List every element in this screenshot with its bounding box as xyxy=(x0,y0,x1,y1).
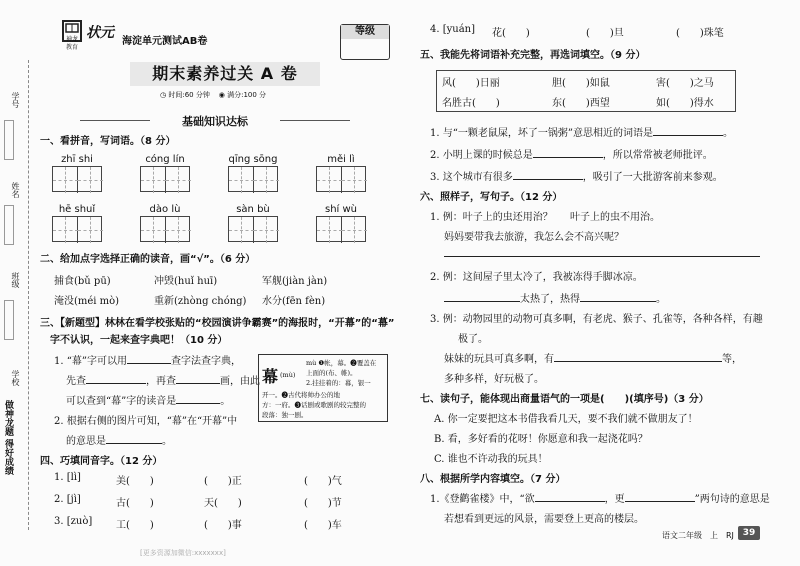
q6-blank-2a[interactable] xyxy=(444,301,520,302)
q6-ex2-task xyxy=(444,290,666,305)
dict-line-4: 开一。❷古代将帅办公的地 xyxy=(262,391,340,399)
watermark-text: [更多资源加微信:xxxxxxx] xyxy=(140,549,226,557)
q4-row-3-label: 3. [zuò] xyxy=(54,516,93,527)
page-title: 期末素养过关 A 卷 xyxy=(130,62,320,86)
q5-text: 2. 小明上课的时候总是 xyxy=(430,150,533,161)
q3-blank-radical[interactable] xyxy=(86,383,146,384)
q3-text: 。 xyxy=(220,396,231,407)
q8-blank-2[interactable] xyxy=(625,501,695,502)
margin-school-no-label: 学号 xyxy=(11,92,20,108)
q5-sentence-2 xyxy=(430,146,713,161)
q5-word-1[interactable]: 风( )日丽 xyxy=(442,78,500,89)
q4-row-4-item-2[interactable]: ( )旦 xyxy=(586,28,624,39)
publisher-name: 神龙教育 xyxy=(65,36,78,51)
q3-blank-pinyin[interactable] xyxy=(176,403,220,404)
q2-item-6[interactable]: 水分(fēn fèn) xyxy=(262,296,326,307)
margin-name-label: 姓名 xyxy=(11,182,20,198)
q6-ex3-task-end: 多种多样，好玩极了。 xyxy=(444,374,544,385)
q3-text: 查字法查字典， xyxy=(170,356,241,367)
q5-sentence-1 xyxy=(430,124,733,139)
q6-blank-2b[interactable] xyxy=(580,301,656,302)
q6-ex3-example-end: 极了。 xyxy=(458,334,488,345)
page-number: 39 xyxy=(738,526,760,540)
book-icon xyxy=(65,23,79,33)
q6-title: 六、照样子，写句子。（12 分） xyxy=(420,192,563,203)
q3-blank-meaning[interactable] xyxy=(106,443,162,444)
q1-grid-3[interactable] xyxy=(228,166,278,192)
q4-row-4-item-1[interactable]: 花( ) xyxy=(492,28,530,39)
cut-line xyxy=(28,60,29,530)
q1-pinyin-7: sàn bù xyxy=(236,204,270,215)
q6-ex1-task: 妈妈要带我去旅游，我怎么会不高兴呢？ xyxy=(444,232,624,243)
margin-slogan: 做神龙题 得好成绩 xyxy=(3,400,13,476)
q4-row-2-item-2[interactable]: 天( ) xyxy=(204,498,242,509)
margin-class-box[interactable] xyxy=(4,300,14,340)
footer-course: 语文二年级 上 RJ xyxy=(662,531,734,540)
q1-pinyin-1: zhī shi xyxy=(61,154,93,165)
q7-option-a[interactable]: A. 你一定要把这本书借我看几天，要不我们就不做朋友了！ xyxy=(434,414,698,425)
dict-line-3: 2.挂挂着的：幕，银一 xyxy=(306,379,371,387)
q6-answer-line-1[interactable] xyxy=(444,256,760,257)
clock-icon: ◷ xyxy=(160,91,167,99)
q6-text: 妹妹的玩具可真多啊，有 xyxy=(444,354,554,365)
q5-text: 1. 与“一颗老鼠屎，坏了一锅粥”意思相近的词语是 xyxy=(430,128,653,139)
q5-word-3[interactable]: 害( )之马 xyxy=(656,78,714,89)
q7-title: 七、读句子，能体现出商量语气的一项是( )(填序号)（3 分） xyxy=(420,394,709,405)
q2-title: 二、给加点字选择正确的读音，画“√”。（6 分） xyxy=(40,254,256,265)
grade-label: 等级 xyxy=(341,25,389,39)
q4-row-4-label: 4. [yuán] xyxy=(430,24,476,35)
q5-text: 。 xyxy=(722,128,733,139)
q3-sub2-line2 xyxy=(66,432,172,447)
q4-row-1-item-3[interactable]: ( )气 xyxy=(304,476,342,487)
q5-title: 五、我能先将词语补充完整，再选词填空。（9 分） xyxy=(420,50,646,61)
margin-school-label: 学校 xyxy=(11,370,20,386)
q3-sub1-line1 xyxy=(54,352,241,367)
q5-blank-1[interactable] xyxy=(653,135,723,136)
q3-title-line1: 三、【新题型】林林在看学校张贴的“校园演讲争霸赛”的海报时，“开幕”的“幕” xyxy=(40,318,395,329)
q1-pinyin-6: dào lù xyxy=(149,204,181,215)
brand-name: 状元 xyxy=(86,25,114,41)
q6-ex2-example: 2. 例：这间屋子里太冷了，我被冻得手脚冰凉。 xyxy=(430,272,643,283)
dict-line-2: 上面的(布、帷)。 xyxy=(306,369,357,377)
q2-item-4[interactable]: 淹没(méi mò) xyxy=(54,296,120,307)
q3-title-line2: 字不认识，一起来查字典吧！（10 分） xyxy=(50,335,228,346)
q6-ex1-answer: 叶子上的虫不用治。 xyxy=(570,212,660,223)
series-name: 海淀单元测试AB卷 xyxy=(122,36,208,47)
publisher-logo xyxy=(62,20,82,51)
q1-grid-2[interactable] xyxy=(140,166,190,192)
q5-blank-2[interactable] xyxy=(533,157,603,158)
score-icon: ◉ xyxy=(218,91,225,99)
q3-text: 的意思是 xyxy=(66,436,106,447)
q8-title: 八、根据所学内容填空。（7 分） xyxy=(420,474,566,485)
q6-text: 太热了，热得 xyxy=(520,294,580,305)
q3-blank-method[interactable] xyxy=(127,363,171,364)
q5-text: ，所以常常被老师批评。 xyxy=(602,150,713,161)
full-score: 满分:100 分 xyxy=(227,91,267,99)
q5-blank-3[interactable] xyxy=(513,179,583,180)
q1-pinyin-8: shí wù xyxy=(324,204,358,215)
q1-pinyin-3: qīng sōng xyxy=(228,154,278,165)
q3-text: 1. “幕”字可以用 xyxy=(54,356,127,367)
exam-meta xyxy=(160,90,266,100)
q8-text: 1.《登鹳雀楼》中，“欲 xyxy=(430,494,535,505)
q3-sub1-line3 xyxy=(66,392,230,407)
q4-row-1-item-2[interactable]: ( )正 xyxy=(204,476,242,487)
q8-blank-1[interactable] xyxy=(535,501,605,502)
q4-row-3-item-2[interactable]: ( )事 xyxy=(204,520,242,531)
q2-item-2[interactable]: 冲毁(huǐ huī) xyxy=(154,276,218,287)
q4-row-2-item-1[interactable]: 古( ) xyxy=(116,498,154,509)
q8-line-2: 若想看到更远的风景，需要登上更高的楼层。 xyxy=(444,514,644,525)
q1-pinyin-2: cóng lín xyxy=(145,154,185,165)
q5-text: 3. 这个城市有很多 xyxy=(430,172,513,183)
q8-text: ，更 xyxy=(604,494,625,505)
margin-class-label: 班级 xyxy=(11,272,20,288)
q3-text: 可以查到“幕”字的读音是 xyxy=(66,396,177,407)
q2-item-5[interactable]: 重新(zhòng chóng) xyxy=(154,296,247,307)
q3-sub1-line2 xyxy=(66,372,260,387)
q1-grid-6[interactable] xyxy=(140,216,190,242)
q5-word-6[interactable]: 如( )得水 xyxy=(656,98,714,109)
q6-blank-3[interactable] xyxy=(554,361,722,362)
dict-line-5: 方：一府。❸话剧或歌剧的较完整的 xyxy=(262,401,366,409)
q3-text: 。 xyxy=(162,436,172,447)
q4-title: 四、巧填同音字。（12 分） xyxy=(40,456,163,467)
dict-headword-pinyin: (mù) xyxy=(280,371,296,379)
margin-school-no-box[interactable] xyxy=(4,120,14,160)
q6-ex1-question: 1. 例：叶子上的虫还用治？ xyxy=(430,212,553,223)
q7-option-b[interactable]: B. 看，多好看的花呀！你愿意和我一起浇花吗？ xyxy=(434,434,648,445)
margin-name-box[interactable] xyxy=(4,205,14,245)
q1-grid-7[interactable] xyxy=(228,216,278,242)
q4-row-3-item-3[interactable]: ( )车 xyxy=(304,520,342,531)
q4-row-3-item-1[interactable]: 工( ) xyxy=(116,520,154,531)
q3-text: ，再查 xyxy=(146,376,176,387)
dict-headword: 幕 xyxy=(262,367,279,386)
q5-word-4[interactable]: 名胜古( ) xyxy=(442,98,500,109)
q2-item-1[interactable]: 捕食(bǔ pū) xyxy=(54,276,111,287)
q3-text: 画，由此 xyxy=(220,376,260,387)
q6-text: 。 xyxy=(656,294,666,305)
q3-sub2-line1: 2. 根据右侧的图片可知，“幕”在“开幕”中 xyxy=(54,416,238,427)
q8-line-1 xyxy=(430,490,770,505)
q1-grid-1[interactable] xyxy=(52,166,102,192)
q4-row-1-label: 1. [lì] xyxy=(54,472,81,483)
grade-box[interactable] xyxy=(340,24,390,60)
q5-word-5[interactable]: 东( )西望 xyxy=(552,98,610,109)
dict-line-1: mù ❶帐，幕。❷覆盖在 xyxy=(306,359,377,367)
q4-row-2-item-3[interactable]: ( )节 xyxy=(304,498,342,509)
dict-line-6: 段落：独一剧。 xyxy=(262,411,308,419)
q8-text: ”两句诗的意思是 xyxy=(694,494,770,505)
q4-row-2-label: 2. [jì] xyxy=(54,494,81,505)
q6-text: 等， xyxy=(722,354,742,365)
q3-text: 先查 xyxy=(66,376,86,387)
q5-sentence-3 xyxy=(430,168,723,183)
q5-text: ，吸引了一大批游客前来参观。 xyxy=(582,172,723,183)
q4-row-4-item-3[interactable]: ( )珠笔 xyxy=(676,28,724,39)
section-title: 基础知识达标 xyxy=(150,113,280,129)
q2-item-3[interactable]: 军舰(jiàn jàn) xyxy=(262,276,328,287)
q6-ex3-example: 3. 例：动物园里的动物可真多啊，有老虎、猴子、孔雀等，各种各样，有趣 xyxy=(430,314,763,325)
binding-margin xyxy=(0,0,30,566)
q7-option-c[interactable]: C. 谁也不许动我的玩具！ xyxy=(434,454,548,465)
q6-ex3-task xyxy=(444,350,742,365)
time-limit: 时间:60 分钟 xyxy=(168,91,210,99)
q1-pinyin-5: hē shuǐ xyxy=(58,204,96,215)
q1-grid-8[interactable] xyxy=(316,216,366,242)
q4-row-1-item-1[interactable]: 美( ) xyxy=(116,476,154,487)
q1-pinyin-4: měi lì xyxy=(327,154,355,165)
q5-word-2[interactable]: 胆( )如鼠 xyxy=(552,78,610,89)
q1-grid-5[interactable] xyxy=(52,216,102,242)
q1-title: 一、看拼音，写词语。（8 分） xyxy=(40,136,176,147)
q3-blank-strokes[interactable] xyxy=(176,383,220,384)
q1-grid-4[interactable] xyxy=(316,166,366,192)
